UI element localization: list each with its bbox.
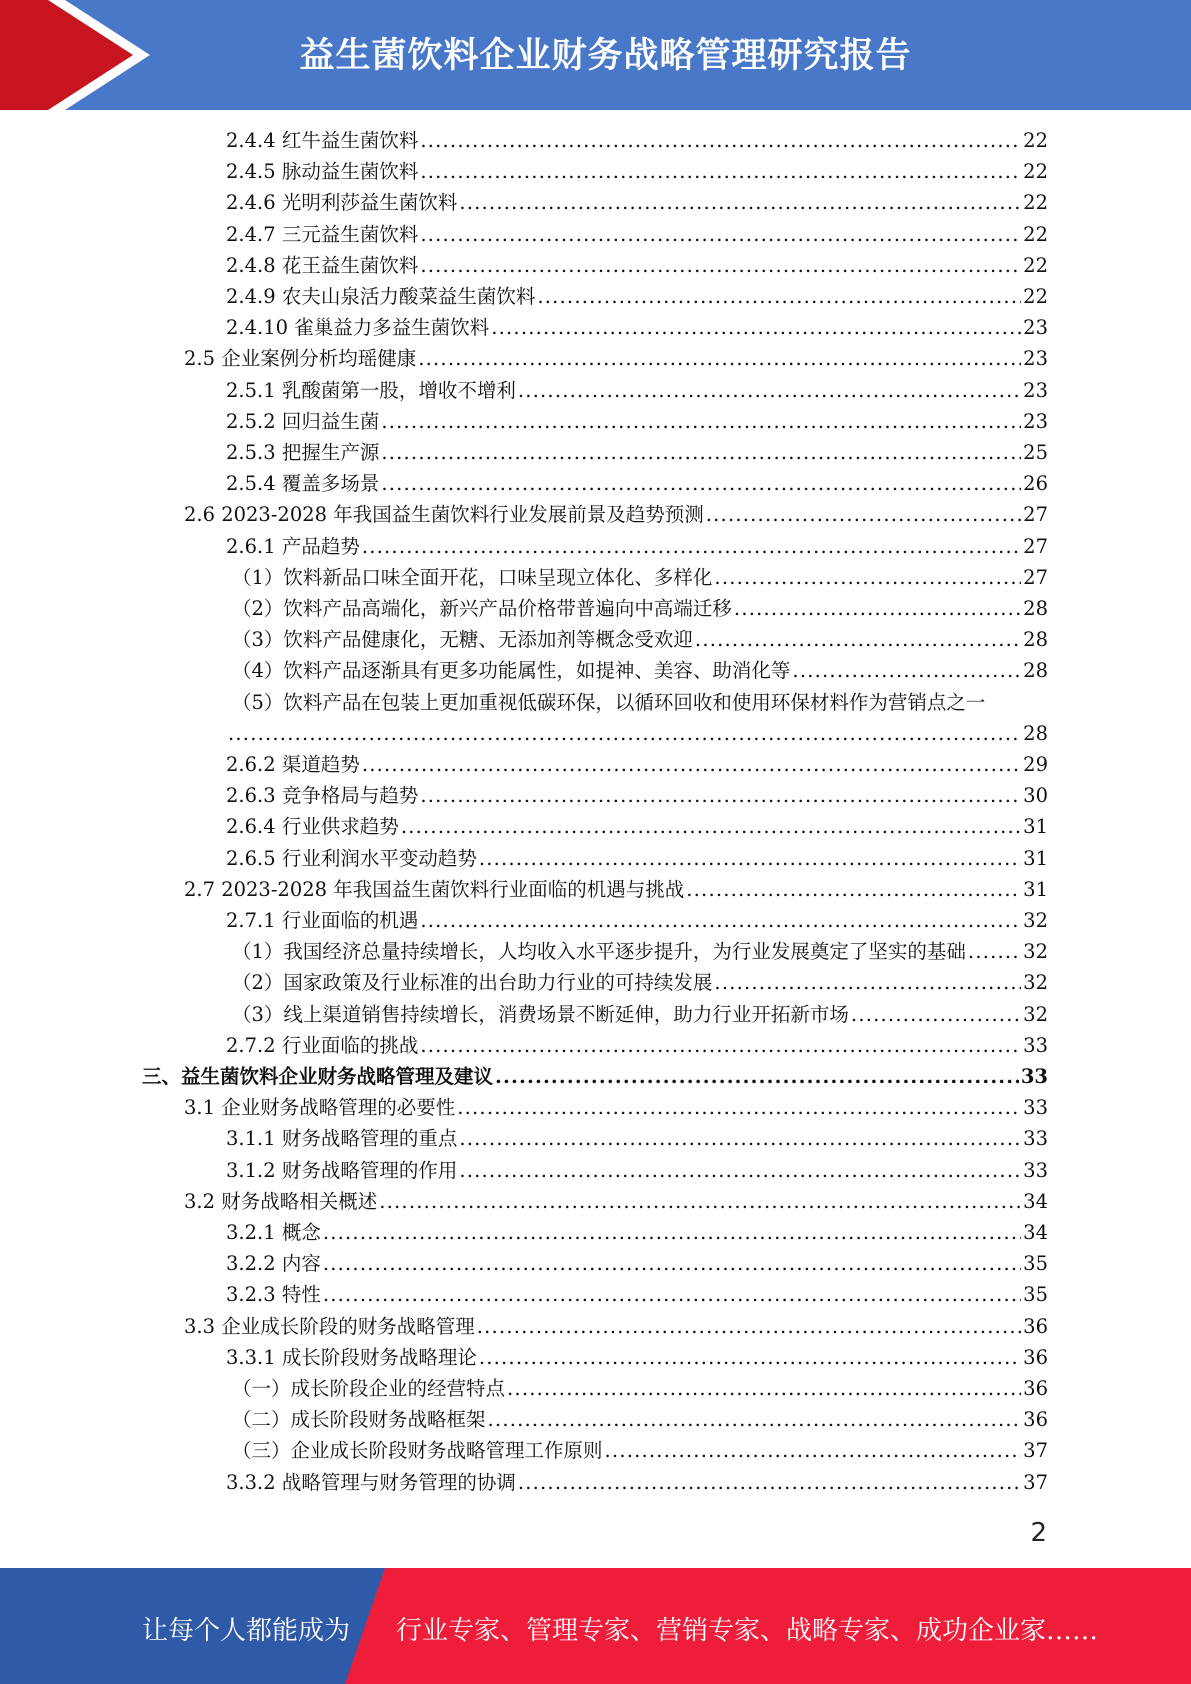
toc-entry-label: 3.3 企业成长阶段的财务战略管理 xyxy=(184,1315,475,1338)
toc-entry-page: 37 xyxy=(1023,1439,1048,1462)
toc-leader-dots xyxy=(479,1343,1021,1373)
toc-leader-dots xyxy=(420,1031,1021,1061)
toc-entry-page: 36 xyxy=(1023,1377,1048,1400)
toc-entry-page: 31 xyxy=(1023,878,1048,901)
toc-entry[interactable] xyxy=(232,1405,1048,1435)
toc-leader-dots xyxy=(323,1218,1021,1248)
toc-entry-label: 2.6.5 行业利润水平变动趋势 xyxy=(226,847,477,870)
toc-entry-page: 28 xyxy=(1023,597,1048,620)
toc-entry-page: 30 xyxy=(1023,784,1048,807)
toc-entry-page: 23 xyxy=(1023,347,1048,370)
toc-entry[interactable] xyxy=(232,1374,1048,1404)
toc-entry[interactable] xyxy=(184,344,1048,374)
toc-leader-dots xyxy=(420,251,1021,281)
toc-leader-dots xyxy=(792,656,1021,686)
toc-leader-dots xyxy=(734,594,1021,624)
toc-leader-dots xyxy=(228,719,1021,749)
toc-entry-page: 28 xyxy=(1023,659,1048,682)
toc-entry-label: 2.4.10 雀巢益力多益生菌饮料 xyxy=(226,316,490,339)
toc-entry[interactable] xyxy=(226,1280,1048,1310)
toc-entry-page: 36 xyxy=(1023,1408,1048,1431)
toc-entry-page: 32 xyxy=(1023,940,1048,963)
toc-entry[interactable] xyxy=(226,438,1048,468)
toc-entry-label: 2.4.5 脉动益生菌饮料 xyxy=(226,160,419,183)
toc-entry-page: 33 xyxy=(1020,1065,1048,1088)
toc-entry-label: 2.6.1 产品趋势 xyxy=(226,535,360,558)
toc-entry[interactable] xyxy=(226,906,1048,936)
toc-entry[interactable] xyxy=(226,1218,1048,1248)
toc-entry-page: 22 xyxy=(1023,160,1048,183)
toc-entry-label: 3.1.1 财务战略管理的重点 xyxy=(226,1127,458,1150)
toc-leader-dots xyxy=(706,500,1021,530)
toc-entry[interactable] xyxy=(232,968,1048,998)
toc-entry-page: 22 xyxy=(1023,129,1048,152)
footer-banner xyxy=(0,1568,1191,1684)
toc-entry-label: （1）我国经济总量持续增长，人均收入水平逐步提升，为行业发展奠定了坚实的基础 xyxy=(232,940,966,963)
toc-entry-page: 33 xyxy=(1023,1127,1048,1150)
toc-leader-dots xyxy=(851,1000,1021,1030)
toc-entry-page: 26 xyxy=(1023,472,1048,495)
toc-entry-label: （3）饮料产品健康化，无糖、无添加剂等概念受欢迎 xyxy=(232,628,693,651)
toc-entry[interactable] xyxy=(226,812,1048,842)
toc-leader-dots xyxy=(420,126,1021,156)
toc-entry[interactable] xyxy=(232,656,1048,686)
toc-entry-label: 3.2.3 特性 xyxy=(226,1283,321,1306)
toc-entry[interactable] xyxy=(226,1468,1048,1498)
toc-entry-label: （一）成长阶段企业的经营特点 xyxy=(232,1377,506,1400)
toc-entry-page: 33 xyxy=(1023,1034,1048,1057)
toc-entry[interactable] xyxy=(232,625,1048,655)
toc-entry-page: 31 xyxy=(1023,815,1048,838)
toc-entry-page: 32 xyxy=(1023,909,1048,932)
toc-entry[interactable] xyxy=(232,594,1048,624)
toc-leader-dots xyxy=(968,937,1021,967)
toc-leader-dots xyxy=(477,1312,1021,1342)
toc-entry-page: 36 xyxy=(1023,1315,1048,1338)
toc-entry-page: 28 xyxy=(1023,628,1048,651)
toc-entry-label: 2.4.4 红牛益生菌饮料 xyxy=(226,129,419,152)
toc-entry-page: 22 xyxy=(1023,285,1048,308)
toc-leader-dots xyxy=(518,1468,1021,1498)
toc-leader-dots xyxy=(420,781,1021,811)
toc-leader-dots xyxy=(323,1280,1021,1310)
toc-entry-label: 2.6.3 竞争格局与趋势 xyxy=(226,784,419,807)
toc-leader-dots xyxy=(459,188,1021,218)
toc-entry[interactable] xyxy=(184,500,1048,530)
toc-entry-label: 3.2.2 内容 xyxy=(226,1252,321,1275)
toc-leader-dots xyxy=(714,563,1021,593)
toc-leader-dots xyxy=(605,1436,1022,1466)
toc-leader-dots xyxy=(491,313,1021,343)
toc-leader-dots xyxy=(418,344,1021,374)
toc-entry-label: 3.1 企业财务战略管理的必要性 xyxy=(184,1096,456,1119)
toc-leader-dots xyxy=(537,282,1021,312)
toc-entry-label: 2.5.4 覆盖多场景 xyxy=(226,472,380,495)
toc-entry[interactable] xyxy=(226,1156,1048,1186)
toc-entry-page: 27 xyxy=(1023,566,1048,589)
toc-leader-dots xyxy=(495,1062,1019,1092)
toc-leader-dots xyxy=(420,220,1021,250)
toc-entry[interactable] xyxy=(226,469,1048,499)
toc-entry-label: 3.2.1 概念 xyxy=(226,1221,321,1244)
toc-entry-label: （1）饮料新品口味全面开花，口味呈现立体化、多样化 xyxy=(232,566,713,589)
toc-entry[interactable] xyxy=(226,282,1048,312)
toc-entry[interactable] xyxy=(226,126,1048,156)
toc-entry-page: 31 xyxy=(1023,847,1048,870)
header-banner xyxy=(0,0,1191,110)
toc-leader-dots xyxy=(714,968,1021,998)
toc-entry-label: 2.4.7 三元益生菌饮料 xyxy=(226,223,419,246)
toc-entry-page: 23 xyxy=(1023,379,1048,402)
toc-entry-label: （二）成长阶段财务战略框架 xyxy=(232,1408,486,1431)
toc-entry-page: 34 xyxy=(1023,1221,1048,1244)
toc-entry-label: 3.2 财务战略相关概述 xyxy=(184,1190,378,1213)
toc-entry-page: 27 xyxy=(1023,503,1048,526)
toc-leader-dots xyxy=(323,1249,1021,1279)
toc-entry[interactable] xyxy=(184,875,1048,905)
toc-leader-dots xyxy=(420,157,1021,187)
toc-leader-dots xyxy=(362,532,1021,562)
toc-entry-label: 3.1.2 财务战略管理的作用 xyxy=(226,1159,458,1182)
toc-entry[interactable] xyxy=(184,1312,1048,1342)
toc-entry-label: 2.7.1 行业面临的机遇 xyxy=(226,909,419,932)
toc-entry-page: 29 xyxy=(1023,753,1048,776)
toc-entry[interactable] xyxy=(226,188,1048,218)
toc-entry-label: 3.3.1 成长阶段财务战略理论 xyxy=(226,1346,477,1369)
toc-leader-dots xyxy=(381,438,1021,468)
toc-entry[interactable] xyxy=(226,313,1048,343)
toc-entry[interactable] xyxy=(226,719,1048,749)
toc-entry-page: 34 xyxy=(1023,1190,1048,1213)
toc-entry[interactable] xyxy=(232,1436,1048,1466)
toc-entry-label: （4）饮料产品逐渐具有更多功能属性，如提神、美容、助消化等 xyxy=(232,659,791,682)
toc-entry[interactable] xyxy=(232,937,1048,967)
toc-entry-page: 27 xyxy=(1023,535,1048,558)
toc-entry-label: 2.4.8 花王益生菌饮料 xyxy=(226,254,419,277)
toc-entry-page: 32 xyxy=(1023,971,1048,994)
toc-entry[interactable] xyxy=(226,1124,1048,1154)
toc-entry-label: 2.7.2 行业面临的挑战 xyxy=(226,1034,419,1057)
toc-leader-dots xyxy=(459,1156,1021,1186)
toc-entry-page: 22 xyxy=(1023,223,1048,246)
toc-leader-dots xyxy=(479,844,1021,874)
toc-entry-label: （5）饮料产品在包装上更加重视低碳环保，以循环回收和使用环保材料作为营销点之一 xyxy=(232,691,986,714)
toc-entry[interactable] xyxy=(226,220,1048,250)
toc-entry[interactable] xyxy=(226,407,1048,437)
toc-leader-dots xyxy=(381,469,1021,499)
toc-entry-page: 28 xyxy=(1023,722,1048,745)
toc-entry[interactable] xyxy=(184,1093,1048,1123)
toc-leader-dots xyxy=(457,1093,1021,1123)
toc-leader-dots xyxy=(695,625,1021,655)
toc-entry[interactable] xyxy=(226,1249,1048,1279)
toc-leader-dots xyxy=(381,407,1021,437)
toc-entry[interactable] xyxy=(232,563,1048,593)
toc-leader-dots xyxy=(488,1405,1022,1435)
toc-chapter-entry[interactable] xyxy=(142,1062,1048,1092)
toc-entry[interactable] xyxy=(226,376,1048,406)
toc-entry-page: 32 xyxy=(1023,1003,1048,1026)
toc-entry-label: 2.5.3 把握生产源 xyxy=(226,441,380,464)
page-number: 2 xyxy=(1030,1518,1047,1548)
toc-leader-dots xyxy=(362,750,1021,780)
toc-entry-page: 22 xyxy=(1023,191,1048,214)
toc-entry-label: 2.5 企业案例分析均瑶健康 xyxy=(184,347,417,370)
toc-leader-dots xyxy=(420,906,1021,936)
toc-entry-page: 25 xyxy=(1023,441,1048,464)
toc-entry-label: 2.5.1 乳酸菌第一股，增收不增利 xyxy=(226,379,516,402)
toc-entry-page: 23 xyxy=(1023,410,1048,433)
toc-entry-label: 2.4.9 农夫山泉活力酸菜益生菌饮料 xyxy=(226,285,536,308)
toc-leader-dots xyxy=(459,1124,1021,1154)
toc-entry[interactable] xyxy=(226,1343,1048,1373)
toc-entry[interactable] xyxy=(226,157,1048,187)
toc-leader-dots xyxy=(401,812,1021,842)
toc-entry[interactable] xyxy=(226,844,1048,874)
toc-leader-dots xyxy=(379,1187,1021,1217)
toc-entry-label: 2.7 2023-2028 年我国益生菌饮料行业面临的机遇与挑战 xyxy=(184,878,685,901)
toc-entry-page: 33 xyxy=(1023,1096,1048,1119)
toc-entry-page: 22 xyxy=(1023,254,1048,277)
toc-entry-label: 2.4.6 光明利莎益生菌饮料 xyxy=(226,191,458,214)
toc-entry[interactable] xyxy=(226,781,1048,811)
document-title: 益生菌饮料企业财务战略管理研究报告 xyxy=(299,36,912,76)
toc-leader-dots xyxy=(518,376,1021,406)
toc-entry-page: 37 xyxy=(1023,1471,1048,1494)
toc-entry[interactable] xyxy=(184,1187,1048,1217)
toc-entry[interactable] xyxy=(232,688,1048,718)
toc-entry-label: （三）企业成长阶段财务战略管理工作原则 xyxy=(232,1439,603,1462)
toc-entry-label: 3.3.2 战略管理与财务管理的协调 xyxy=(226,1471,516,1494)
toc-entry-label: 三、益生菌饮料企业财务战略管理及建议 xyxy=(142,1065,494,1088)
toc-entry-label: 2.6.2 渠道趋势 xyxy=(226,753,360,776)
toc-entry[interactable] xyxy=(226,750,1048,780)
toc-entry[interactable] xyxy=(226,532,1048,562)
footer-slogan-left: 让每个人都能成为 xyxy=(142,1616,351,1646)
toc-entry-page: 33 xyxy=(1023,1159,1048,1182)
toc-entry-page: 36 xyxy=(1023,1346,1048,1369)
footer-slogan-right: 行业专家、管理专家、营销专家、战略专家、成功企业家…… xyxy=(396,1616,1099,1646)
toc-entry-label: 2.6.4 行业供求趋势 xyxy=(226,815,399,838)
toc-leader-dots xyxy=(686,875,1021,905)
toc-entry-label: （2）国家政策及行业标准的出台助力行业的可持续发展 xyxy=(232,971,713,994)
toc-entry-page: 35 xyxy=(1023,1283,1048,1306)
toc-entry-label: 2.6 2023-2028 年我国益生菌饮料行业发展前景及趋势预测 xyxy=(184,503,704,526)
toc-entry-page: 23 xyxy=(1023,316,1048,339)
toc-entry-label: （2）饮料产品高端化，新兴产品价格带普遍向中高端迁移 xyxy=(232,597,732,620)
toc-entry-page: 35 xyxy=(1023,1252,1048,1275)
toc-leader-dots xyxy=(507,1374,1021,1404)
toc-entry[interactable] xyxy=(226,251,1048,281)
toc-entry-label: （3）线上渠道销售持续增长，消费场景不断延伸，助力行业开拓新市场 xyxy=(232,1003,849,1026)
toc-entry[interactable] xyxy=(226,1031,1048,1061)
toc-entry[interactable] xyxy=(232,1000,1048,1030)
toc-entry-label: 2.5.2 回归益生菌 xyxy=(226,410,380,433)
